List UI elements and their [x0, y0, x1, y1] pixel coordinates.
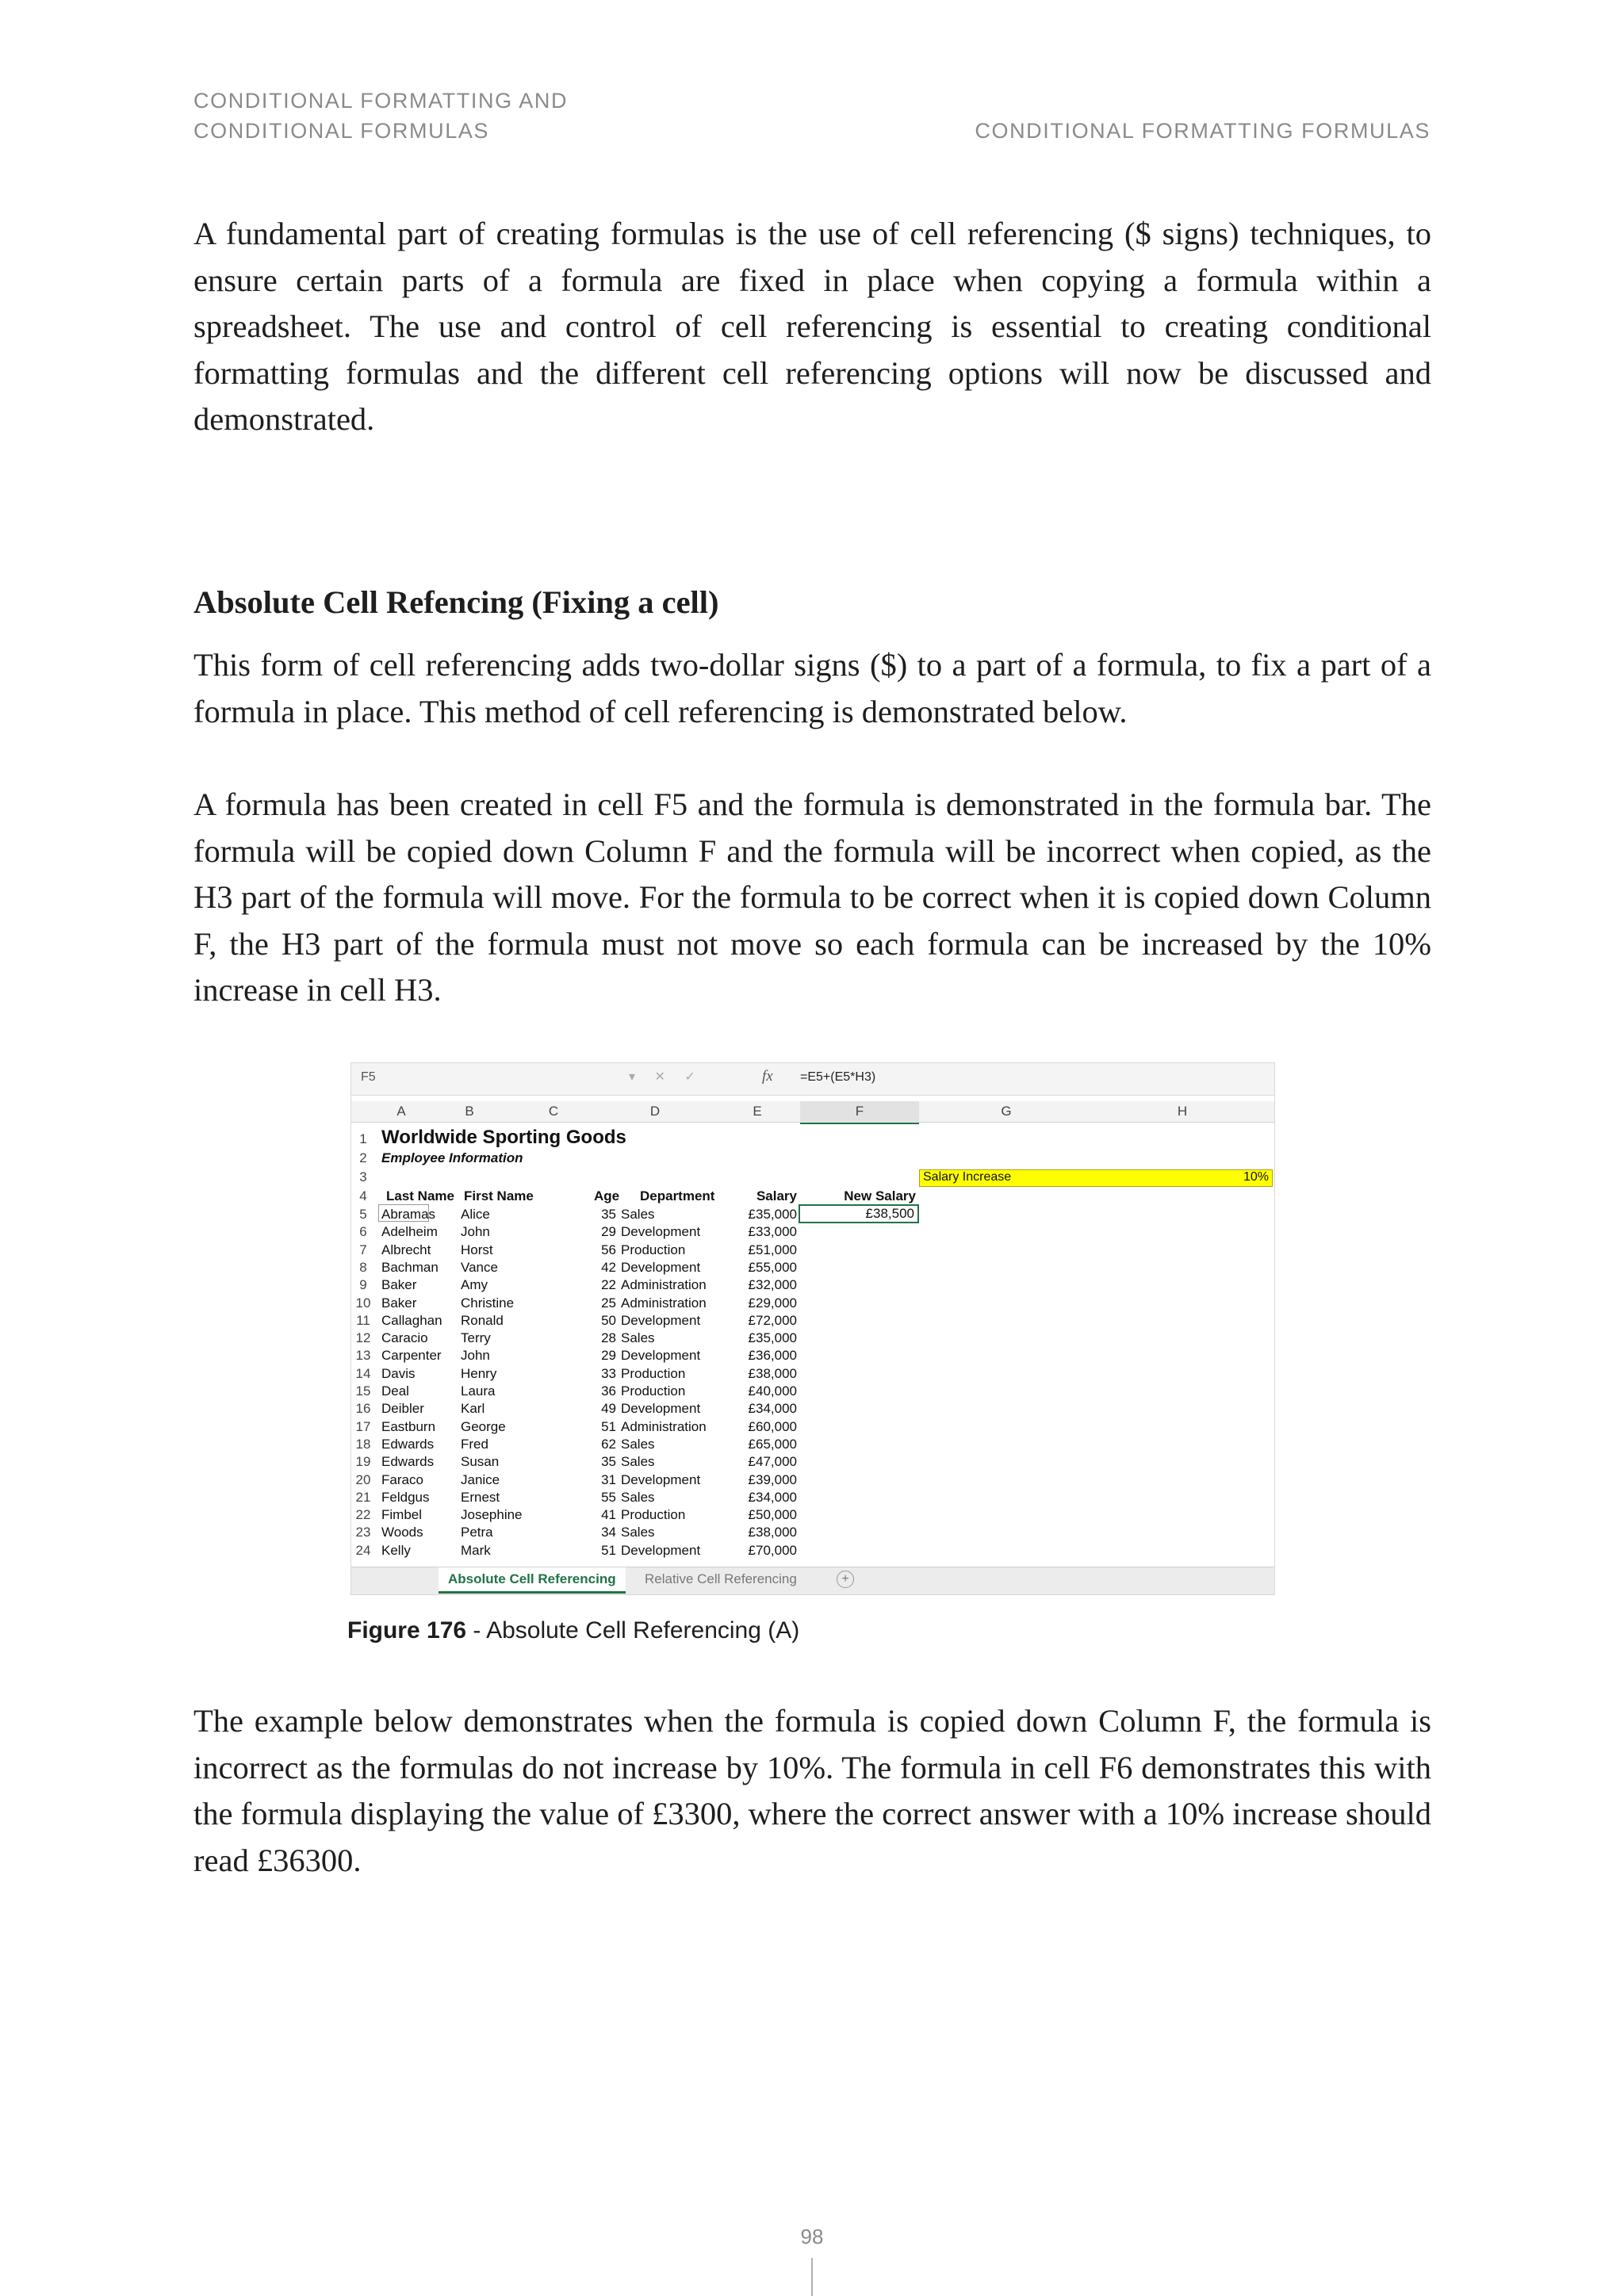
- add-sheet-icon[interactable]: +: [837, 1571, 854, 1588]
- cell-last-name[interactable]: Baker: [381, 1295, 417, 1311]
- column-headers: [351, 1101, 1274, 1123]
- cell-last-name[interactable]: Abramas: [381, 1207, 436, 1222]
- cell-salary[interactable]: £36,000: [748, 1348, 797, 1364]
- cell-last-name[interactable]: Davis: [381, 1365, 416, 1381]
- cell-last-name[interactable]: Edwards: [381, 1436, 435, 1452]
- cell-salary[interactable]: £50,000: [748, 1507, 797, 1523]
- cell-salary[interactable]: £29,000: [748, 1295, 797, 1311]
- paragraph-2: This form of cell referencing adds two-dollar signs ($) to a part of a formula, to fix a part of a formula in place. This method of cell referencing is demonstrated below.: [193, 647, 1431, 729]
- cell-first-name[interactable]: John: [461, 1348, 490, 1364]
- header-age[interactable]: Age: [594, 1188, 620, 1203]
- cell-first-name[interactable]: Fred: [461, 1436, 488, 1452]
- row-number: 11: [356, 1312, 370, 1328]
- cell-salary[interactable]: £47,000: [748, 1454, 797, 1470]
- cell-last-name[interactable]: Edwards: [381, 1454, 435, 1470]
- section-heading: Absolute Cell Refencing (Fixing a cell): [193, 584, 719, 620]
- row-number: 15: [355, 1383, 371, 1399]
- sheet-tabs: [351, 1567, 1274, 1594]
- row-number: 1: [359, 1131, 367, 1146]
- cell-age[interactable]: 56: [601, 1242, 616, 1257]
- cell-last-name[interactable]: Deibler: [381, 1401, 424, 1417]
- cell-age[interactable]: 31: [601, 1471, 616, 1487]
- cell-department[interactable]: Production: [621, 1383, 686, 1399]
- cell-last-name[interactable]: Deal: [381, 1383, 409, 1399]
- cell-last-name[interactable]: Woods: [381, 1525, 423, 1540]
- sheet-title[interactable]: Worldwide Sporting Goods: [381, 1127, 626, 1148]
- cell-salary[interactable]: £34,000: [748, 1401, 797, 1417]
- cell-age[interactable]: 62: [601, 1436, 616, 1452]
- figure-caption: [347, 1617, 799, 1644]
- cell-first-name[interactable]: Susan: [461, 1454, 500, 1470]
- cell-first-name[interactable]: Josephine: [461, 1507, 523, 1523]
- cell-first-name[interactable]: Janice: [461, 1471, 500, 1487]
- cell-last-name[interactable]: Faraco: [381, 1471, 423, 1487]
- row-number: 13: [355, 1348, 371, 1364]
- tab-absolute-cell-referencing[interactable]: Absolute Cell Referencing: [439, 1567, 626, 1594]
- column-header-b[interactable]: B: [465, 1104, 474, 1119]
- cell-first-name[interactable]: Christine: [461, 1295, 515, 1311]
- cell-first-name[interactable]: Ernest: [461, 1489, 500, 1505]
- row-number: 17: [355, 1418, 371, 1434]
- cell-last-name[interactable]: Fimbel: [381, 1507, 423, 1523]
- page-number: 98: [800, 2225, 824, 2248]
- formula-bar-controls-icon: ▾ ✕ ✓: [629, 1070, 703, 1084]
- cell-first-name[interactable]: John: [461, 1224, 490, 1240]
- cell-department[interactable]: Production: [621, 1242, 686, 1257]
- cell-department[interactable]: Development: [621, 1224, 701, 1240]
- cell-salary[interactable]: £51,000: [748, 1242, 797, 1257]
- cell-age[interactable]: 42: [601, 1259, 616, 1275]
- cell-salary[interactable]: £60,000: [748, 1418, 797, 1434]
- cell-last-name[interactable]: Caracio: [381, 1330, 428, 1346]
- cell-age[interactable]: 51: [601, 1542, 616, 1558]
- cell-department[interactable]: Development: [621, 1542, 701, 1558]
- cell-age[interactable]: 29: [601, 1224, 616, 1240]
- salary-increase-value: 10%: [1243, 1170, 1269, 1184]
- cell-salary[interactable]: £70,000: [748, 1542, 797, 1558]
- header-salary[interactable]: Salary: [756, 1188, 797, 1203]
- cell-first-name[interactable]: George: [461, 1418, 506, 1434]
- row-number: 22: [355, 1507, 371, 1523]
- cell-salary[interactable]: £35,000: [748, 1330, 797, 1346]
- cell-department[interactable]: Sales: [621, 1436, 655, 1452]
- cell-age[interactable]: 28: [601, 1330, 616, 1346]
- row-number: 2: [359, 1150, 367, 1165]
- row-number: 16: [355, 1401, 371, 1417]
- cell-age[interactable]: 49: [601, 1401, 616, 1417]
- cell-first-name[interactable]: Laura: [461, 1383, 496, 1399]
- cell-first-name[interactable]: Mark: [461, 1542, 491, 1558]
- formula-bar: [351, 1063, 1274, 1096]
- row-number: 24: [355, 1542, 371, 1558]
- page-number-rule: [811, 2258, 813, 2296]
- header-department[interactable]: Department: [640, 1188, 715, 1203]
- row-number: 20: [355, 1471, 371, 1487]
- cell-department[interactable]: Development: [621, 1259, 701, 1275]
- cell-last-name[interactable]: Callaghan: [381, 1312, 442, 1328]
- cell-age[interactable]: 35: [601, 1454, 616, 1470]
- cell-last-name[interactable]: Carpenter: [381, 1348, 442, 1364]
- cell-salary[interactable]: £40,000: [748, 1383, 797, 1399]
- row-number: 14: [355, 1365, 371, 1381]
- cell-department[interactable]: Sales: [621, 1525, 655, 1540]
- name-box[interactable]: F5: [361, 1070, 376, 1084]
- cell-last-name[interactable]: Bachman: [381, 1259, 439, 1275]
- cell-age[interactable]: 41: [601, 1507, 616, 1523]
- cell-age[interactable]: 50: [601, 1312, 616, 1328]
- cell-department[interactable]: Sales: [621, 1489, 655, 1505]
- cell-age[interactable]: 25: [601, 1295, 616, 1311]
- cell-first-name[interactable]: Henry: [461, 1365, 497, 1381]
- spreadsheet-figure: [350, 1062, 1275, 1595]
- row-number: 6: [359, 1224, 367, 1240]
- cell-age[interactable]: 34: [601, 1525, 616, 1540]
- header-first-name[interactable]: First Name: [464, 1188, 534, 1203]
- figure-label: Figure 176: [347, 1617, 467, 1644]
- cell-salary[interactable]: £34,000: [748, 1489, 797, 1505]
- cell-department[interactable]: Administration: [621, 1295, 707, 1311]
- cell-first-name[interactable]: Karl: [461, 1401, 485, 1417]
- cell-last-name[interactable]: Adelheim: [381, 1224, 438, 1240]
- salary-increase-label: Salary Increase: [923, 1170, 1012, 1184]
- running-header-left: [193, 86, 568, 146]
- cell-department[interactable]: Development: [621, 1471, 701, 1487]
- row-number: 5: [359, 1207, 367, 1222]
- header-new-salary[interactable]: New Salary: [844, 1188, 916, 1203]
- column-header-a[interactable]: A: [396, 1104, 406, 1119]
- cell-last-name[interactable]: Baker: [381, 1277, 417, 1293]
- running-header-left-line2: CONDITIONAL FORMULAS: [193, 119, 490, 143]
- column-header-f[interactable]: F: [800, 1101, 919, 1124]
- salary-increase-cell[interactable]: [919, 1169, 1273, 1187]
- cell-first-name[interactable]: Terry: [461, 1330, 491, 1346]
- cell-last-name[interactable]: Albrecht: [381, 1242, 431, 1257]
- cell-age[interactable]: 29: [601, 1348, 616, 1364]
- cell-department[interactable]: Sales: [621, 1330, 655, 1346]
- cell-age[interactable]: 51: [601, 1418, 616, 1434]
- cell-department[interactable]: Development: [621, 1348, 701, 1364]
- column-header-e[interactable]: E: [753, 1104, 762, 1119]
- figure-caption-text: - Absolute Cell Referencing (A): [466, 1617, 800, 1644]
- cell-salary[interactable]: £38,000: [748, 1525, 797, 1540]
- row-number: 8: [359, 1259, 367, 1275]
- column-header-c[interactable]: C: [548, 1104, 559, 1119]
- row-number: 21: [355, 1489, 371, 1505]
- cell-last-name[interactable]: Feldgus: [381, 1489, 430, 1505]
- cell-department[interactable]: Sales: [621, 1207, 655, 1222]
- cell-age[interactable]: 33: [601, 1365, 616, 1381]
- cell-department[interactable]: Administration: [621, 1277, 707, 1293]
- sheet-subtitle[interactable]: Employee Information: [381, 1150, 523, 1165]
- cell-age[interactable]: 36: [601, 1383, 616, 1399]
- cell-first-name[interactable]: Petra: [461, 1525, 493, 1540]
- cell-age[interactable]: 55: [601, 1489, 616, 1505]
- cell-f5-value[interactable]: £38,500: [865, 1206, 914, 1221]
- cell-first-name[interactable]: Ronald: [461, 1312, 504, 1328]
- cell-department[interactable]: Sales: [621, 1454, 655, 1470]
- intro-paragraph: A fundamental part of creating formulas is the use of cell referencing ($ signs) techniques, to ensure certain parts of a formula are fixed in place when copying a formula within a spreadsheet. The use and control of cell referencing is essential to creating conditional formatting formulas and the different cell referencing options will now be discussed and demonstrated.: [193, 216, 1431, 437]
- cell-department[interactable]: Production: [621, 1365, 686, 1381]
- cell-salary[interactable]: £72,000: [748, 1312, 797, 1328]
- cell-salary[interactable]: £39,000: [748, 1471, 797, 1487]
- cell-salary[interactable]: £33,000: [748, 1224, 797, 1240]
- column-header-d[interactable]: D: [649, 1104, 661, 1119]
- cell-salary[interactable]: £55,000: [748, 1259, 797, 1275]
- cell-age[interactable]: 35: [601, 1207, 616, 1222]
- cell-department[interactable]: Administration: [621, 1418, 707, 1434]
- cell-first-name[interactable]: Alice: [461, 1207, 490, 1222]
- cell-age[interactable]: 22: [601, 1277, 616, 1293]
- cell-salary[interactable]: £35,000: [748, 1207, 797, 1222]
- cell-department[interactable]: Production: [621, 1507, 686, 1523]
- row-number: 3: [359, 1169, 367, 1184]
- row-number: 7: [359, 1242, 367, 1257]
- row-number: 12: [355, 1330, 371, 1346]
- row-number: 10: [355, 1295, 371, 1311]
- cell-first-name[interactable]: Vance: [461, 1259, 498, 1275]
- running-header-right: CONDITIONAL FORMATTING FORMULAS: [975, 119, 1431, 143]
- column-header-h[interactable]: H: [1177, 1104, 1188, 1119]
- running-header-left-line1: CONDITIONAL FORMATTING AND: [193, 89, 569, 113]
- row-number: 23: [355, 1525, 371, 1540]
- cell-last-name[interactable]: Kelly: [381, 1542, 411, 1558]
- cell-first-name[interactable]: Horst: [461, 1242, 493, 1257]
- column-header-g[interactable]: G: [1001, 1104, 1012, 1119]
- tab-relative-cell-referencing[interactable]: Relative Cell Referencing: [645, 1571, 797, 1586]
- cell-department[interactable]: Development: [621, 1401, 701, 1417]
- cell-salary[interactable]: £32,000: [748, 1277, 797, 1293]
- cell-department[interactable]: Development: [621, 1312, 701, 1328]
- cell-salary[interactable]: £65,000: [748, 1436, 797, 1452]
- cell-last-name[interactable]: Eastburn: [381, 1418, 436, 1434]
- fx-icon: fx: [762, 1068, 773, 1085]
- row-number: 19: [355, 1454, 371, 1470]
- row-number: 4: [359, 1188, 367, 1203]
- row-number: 18: [355, 1436, 371, 1452]
- cell-first-name[interactable]: Amy: [461, 1277, 488, 1293]
- formula-text[interactable]: =E5+(E5*H3): [800, 1070, 876, 1084]
- paragraph-3: A formula has been created in cell F5 and the formula is demonstrated in the formula bar. The formula will be copied down Column F and the formula will be incorrect when copied, as the H3 part of the formula will move. For the formula to be correct when it is copied down Column F, the H3 part of the formula must not move so each formula can be increased by the 10% increase in cell H3.: [193, 786, 1431, 1008]
- row-number: 9: [359, 1277, 367, 1293]
- paragraph-4: The example below demonstrates when the formula is copied down Column F, the formula is incorrect as the formulas do not increase by 10%. The formula in cell F6 demonstrates this with the formula displaying the value of £3300, where the correct answer with a 10% increase should read £36300.: [193, 1703, 1431, 1878]
- header-last-name[interactable]: Last Name: [386, 1188, 454, 1203]
- cell-salary[interactable]: £38,000: [748, 1365, 797, 1381]
